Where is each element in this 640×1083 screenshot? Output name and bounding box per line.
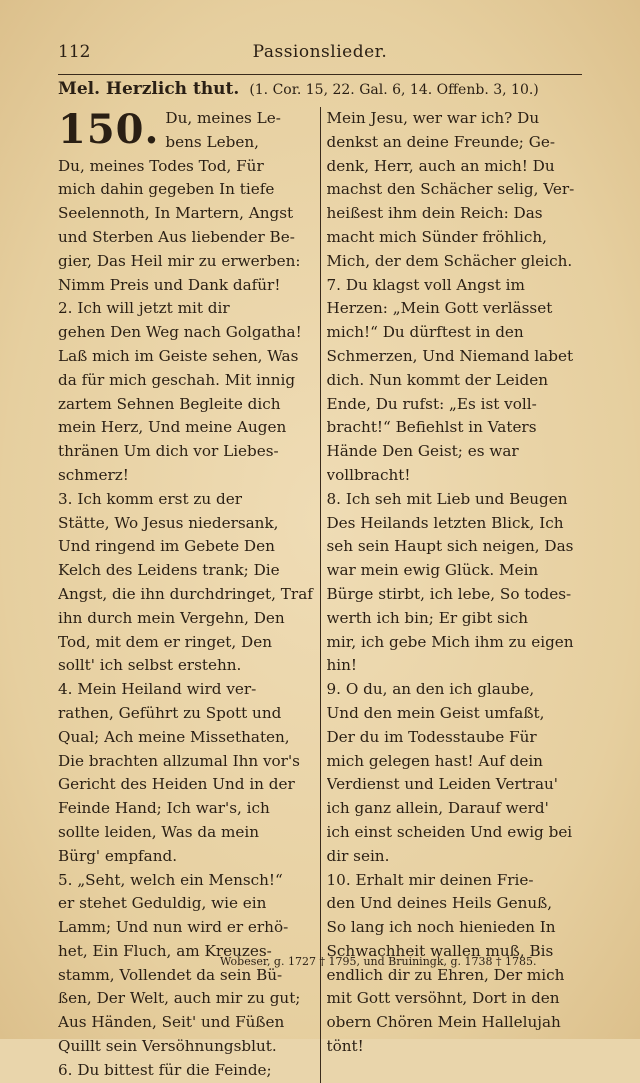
text-line: Tod, mit dem er ringet, Den bbox=[58, 632, 272, 651]
right-column bbox=[320, 107, 583, 1083]
text-line: Herzen: „Mein Gott verlässet bbox=[326, 299, 553, 318]
text-line: zartem Sehnen Begleite dich bbox=[58, 394, 281, 413]
text-line: Und den mein Geist umfaßt, bbox=[326, 703, 545, 722]
text-line: 3. Ich komm erst zu der bbox=[58, 489, 242, 508]
text-line: Des Heilands letzten Blick, Ich bbox=[326, 513, 564, 532]
text-line: sollte leiden, Was da mein bbox=[58, 822, 260, 841]
opening-lines bbox=[165, 107, 280, 155]
text-line: Seelennoth, In Martern, Angst bbox=[58, 204, 294, 223]
text-line: Schmerzen, Und Niemand labet bbox=[326, 346, 574, 365]
text-line: er stehet Geduldig, wie ein bbox=[58, 894, 267, 913]
text-line: Laß mich im Geiste sehen, Was bbox=[58, 346, 299, 365]
text-line: rathen, Geführt zu Spott und bbox=[58, 703, 282, 722]
text-line: het, Ein Fluch, am Kreuzes- bbox=[58, 941, 272, 960]
text-line: hin! bbox=[326, 656, 358, 675]
text-line: Gericht des Heiden Und in der bbox=[58, 775, 295, 794]
text-line: ich ganz allein, Darauf werd' bbox=[326, 799, 549, 818]
text-line: mich!“ Du dürftest in den bbox=[326, 323, 524, 342]
text-line: 7. Du klagst voll Angst im bbox=[326, 275, 525, 294]
text-line: denk, Herr, auch an mich! Du bbox=[326, 156, 555, 175]
hymn-number: 150. bbox=[58, 106, 160, 153]
text-line: tönt! bbox=[326, 1037, 364, 1056]
text-line: mit Gott versöhnt, Dort in den bbox=[326, 989, 560, 1008]
text-line: dich. Nun kommt der Leiden bbox=[326, 370, 549, 389]
right-column-lines bbox=[327, 107, 583, 1059]
text-line: vollbracht! bbox=[326, 465, 411, 484]
text-line: Die brachten allzumal Ihn vor's bbox=[58, 751, 300, 770]
text-columns bbox=[58, 107, 582, 1083]
text-line: 2. Ich will jetzt mit dir bbox=[58, 299, 230, 318]
text-line: Hände Den Geist; es war bbox=[326, 442, 519, 461]
text-line: Aus Händen, Seit' und Füßen bbox=[58, 1013, 285, 1032]
left-column bbox=[58, 107, 320, 1083]
text-line: stamm, Vollendet da sein Bü- bbox=[58, 965, 283, 984]
text-line: Verdienst und Leiden Vertrau' bbox=[326, 775, 558, 794]
text-line: thränen Um dich vor Liebes- bbox=[58, 442, 279, 461]
text-line: bracht!“ Befiehlst in Vaters bbox=[326, 418, 537, 437]
melody-line bbox=[58, 79, 582, 107]
text-line: Nimm Preis und Dank dafür! bbox=[58, 275, 281, 294]
opening-line: Du, meines Le- bbox=[165, 109, 281, 127]
text-line: heißest ihm dein Reich: Das bbox=[326, 204, 543, 223]
text-line: Ende, Du rufst: „Es ist voll- bbox=[326, 394, 537, 413]
running-title: Passionslieder. bbox=[252, 42, 388, 62]
page-header bbox=[58, 42, 582, 72]
text-line: gier, Das Heil mir zu erwerben: bbox=[58, 251, 301, 270]
text-line: Der du im Todesstaube Für bbox=[326, 727, 537, 746]
text-line: obern Chören Mein Hallelujah bbox=[326, 1013, 561, 1032]
text-line: endlich dir zu Ehren, Der mich bbox=[326, 965, 565, 984]
text-line: machst den Schächer selig, Ver- bbox=[326, 180, 575, 199]
text-line: Du, meines Todes Tod, Für bbox=[58, 156, 264, 175]
text-line: Mich, der dem Schächer gleich. bbox=[326, 251, 573, 270]
text-line: ich einst scheiden Und ewig bei bbox=[326, 822, 573, 841]
text-line: Und ringend im Gebete Den bbox=[58, 537, 275, 556]
text-line: 6. Du bittest für die Feinde; bbox=[58, 1060, 272, 1079]
text-line: da für mich geschah. Mit innig bbox=[58, 370, 296, 389]
text-line: Kelch des Leidens trank; Die bbox=[58, 561, 280, 580]
text-line: ihn durch mein Vergehn, Den bbox=[58, 608, 285, 627]
text-line: Mein Jesu, wer war ich? Du bbox=[326, 109, 540, 127]
text-line: 10. Erhalt mir deinen Frie- bbox=[326, 870, 534, 889]
text-line: dir sein. bbox=[326, 846, 390, 865]
text-line: gehen Den Weg nach Golgatha! bbox=[58, 323, 302, 342]
text-line: denkst an deine Freunde; Ge- bbox=[326, 132, 556, 151]
opening-line: bens Leben, bbox=[165, 132, 259, 151]
text-line: seh sein Haupt sich neigen, Das bbox=[326, 537, 574, 556]
text-line: schmerz! bbox=[58, 465, 129, 484]
text-line: und Sterben Aus liebender Be- bbox=[58, 227, 295, 246]
page-number: 112 bbox=[58, 42, 91, 62]
text-line: 8. Ich seh mit Lieb und Beugen bbox=[326, 489, 568, 508]
text-line: mich gelegen hast! Auf dein bbox=[326, 751, 543, 770]
text-line: Bürg' empfand. bbox=[58, 846, 178, 865]
left-column-lines bbox=[58, 155, 314, 1083]
text-line: sollt' ich selbst erstehn. bbox=[58, 656, 242, 675]
text-line: Feinde Hand; Ich war's, ich bbox=[58, 799, 270, 818]
text-line: mein Herz, Und meine Augen bbox=[58, 418, 287, 437]
text-line: Lamm; Und nun wird er erhö- bbox=[58, 918, 289, 937]
text-line: werth ich bin; Er gibt sich bbox=[326, 608, 529, 627]
hymn-opening bbox=[58, 107, 314, 155]
text-line: Quillt sein Versöhnungsblut. bbox=[58, 1037, 277, 1056]
text-line: mich dahin gegeben In tiefe bbox=[58, 180, 275, 199]
text-line: ßen, Der Welt, auch mir zu gut; bbox=[58, 989, 301, 1008]
header-rule bbox=[58, 74, 582, 75]
text-line: den Und deines Heils Genuß, bbox=[326, 894, 553, 913]
text-line: war mein ewig Glück. Mein bbox=[326, 561, 539, 580]
text-line: Bürge stirbt, ich lebe, So todes- bbox=[326, 584, 572, 603]
melody-label: Mel. Herzlich thut. bbox=[58, 79, 240, 99]
text-line: 4. Mein Heiland wird ver- bbox=[58, 680, 257, 699]
text-line: So lang ich noch hienieden In bbox=[326, 918, 556, 937]
author-attribution: Wobeser, g. 1727 † 1795, und Bruiningk, g. 1738 † 1785. bbox=[220, 955, 537, 968]
text-line: macht mich Sünder fröhlich, bbox=[326, 227, 547, 246]
text-line: mir, ich gebe Mich ihm zu eigen bbox=[326, 632, 574, 651]
scripture-references: (1. Cor. 15, 22. Gal. 6, 14. Offenb. 3, 10.) bbox=[249, 82, 539, 98]
text-line: Schwachheit wallen muß, Bis bbox=[326, 941, 554, 960]
text-line: Angst, die ihn durchdringet, Traf bbox=[58, 584, 313, 603]
text-line: Stätte, Wo Jesus niedersank, bbox=[58, 513, 279, 532]
text-line: Qual; Ach meine Missethaten, bbox=[58, 727, 290, 746]
text-line: 5. „Seht, welch ein Mensch!“ bbox=[58, 870, 283, 889]
text-line: 9. O du, an den ich glaube, bbox=[326, 680, 535, 699]
